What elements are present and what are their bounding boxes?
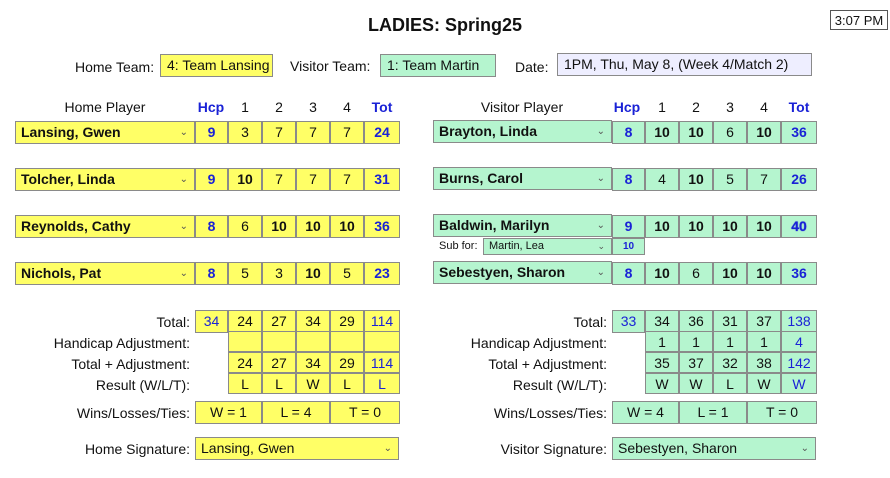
home-score-cell[interactable]: 7	[296, 121, 330, 144]
player-name: Nichols, Pat	[21, 265, 102, 281]
home-score-cell[interactable]: 7	[296, 168, 330, 191]
visitor-adj-label: Handicap Adjustment:	[470, 335, 607, 351]
visitor-score-cell[interactable]: 10	[747, 215, 781, 238]
home-result-tot: L	[364, 373, 400, 394]
home-score-cell[interactable]: 10	[330, 215, 364, 238]
home-total-label: Total:	[156, 314, 190, 330]
player-name: Tolcher, Linda	[21, 171, 115, 187]
visitor-team-field[interactable]: 1: Team Martin	[380, 54, 496, 77]
visitor-adj-cell: 1	[713, 331, 747, 352]
home-tot-header: Tot	[371, 99, 393, 115]
visitor-score-cell[interactable]: 10	[713, 215, 747, 238]
visitor-score-cell[interactable]: 10	[679, 121, 713, 144]
date-field[interactable]: 1PM, Thu, May 8, (Week 4/Match 2)	[557, 53, 812, 76]
visitor-score-cell[interactable]: 10	[645, 262, 679, 285]
chevron-down-icon: ⌄	[596, 173, 605, 184]
visitor-losses-cell: L = 1	[679, 401, 747, 424]
chevron-down-icon: ⌄	[596, 126, 605, 137]
visitor-result-cell: W	[645, 373, 679, 394]
home-signature-label: Home Signature:	[84, 441, 190, 457]
visitor-score-cell[interactable]: 10	[713, 262, 747, 285]
home-ties-cell: T = 0	[330, 401, 400, 424]
player-name: Reynolds, Cathy	[21, 218, 131, 234]
visitor-score-cell[interactable]: 10	[645, 121, 679, 144]
home-total-cell: 27	[262, 310, 296, 333]
home-hcp-cell[interactable]: 9	[195, 168, 228, 191]
visitor-total-cell: 37	[747, 310, 781, 333]
home-total-adj-cell: 24	[228, 352, 262, 373]
visitor-total-tot: 138	[781, 310, 817, 333]
home-score-cell[interactable]: 5	[330, 262, 364, 285]
visitor-total-adj-tot: 142	[781, 352, 817, 373]
home-tot-cell: 23	[364, 262, 400, 285]
visitor-tot-cell: 36	[781, 121, 817, 144]
visitor-total-hcp: 33	[612, 310, 645, 333]
home-total-adj-cell: 29	[330, 352, 364, 373]
home-result-cell: W	[296, 373, 330, 394]
visitor-signature-select[interactable]	[612, 437, 816, 460]
home-wlt-label: Wins/Losses/Ties:	[76, 405, 190, 421]
visitor-result-cell: W	[747, 373, 781, 394]
home-total-adj-tot: 114	[364, 352, 400, 373]
home-score-cell[interactable]: 10	[296, 262, 330, 285]
visitor-adj-tot: 4	[781, 331, 817, 352]
home-player-select[interactable]	[15, 121, 195, 144]
sub-for-label: Sub for:	[439, 240, 478, 252]
chevron-down-icon: ⌄	[800, 443, 809, 454]
player-name: Brayton, Linda	[439, 123, 538, 139]
visitor-adj-cell: 1	[645, 331, 679, 352]
visitor-score-cell[interactable]: 6	[679, 262, 713, 285]
home-score-cell[interactable]: 7	[330, 168, 364, 191]
clock: 3:07 PM	[830, 10, 888, 30]
home-signature-select[interactable]	[195, 437, 399, 460]
visitor-total-cell: 36	[679, 310, 713, 333]
home-score-cell[interactable]: 7	[262, 121, 296, 144]
visitor-tot-cell: 26	[781, 168, 817, 191]
home-score-cell[interactable]: 10	[262, 215, 296, 238]
home-player-select[interactable]	[15, 168, 195, 191]
home-team-label: Home Team:	[75, 59, 155, 75]
home-result-cell: L	[228, 373, 262, 394]
visitor-tot-cell: 40	[781, 215, 817, 238]
visitor-player-select[interactable]	[433, 167, 612, 190]
chevron-down-icon: ⌄	[597, 241, 605, 251]
visitor-player-select[interactable]	[433, 261, 612, 284]
home-adj-cell	[330, 331, 364, 352]
home-adj-label: Handicap Adjustment:	[53, 335, 190, 351]
home-adj-cell	[262, 331, 296, 352]
home-score-cell[interactable]: 3	[262, 262, 296, 285]
visitor-total-adj-cell: 32	[713, 352, 747, 373]
visitor-tot-header: Tot	[788, 99, 810, 115]
chevron-down-icon: ⌄	[179, 174, 188, 185]
visitor-col-4-header: 4	[760, 99, 768, 115]
visitor-hcp-cell[interactable]: 9	[612, 215, 645, 238]
visitor-score-cell[interactable]: 10	[747, 121, 781, 144]
player-name: Lansing, Gwen	[21, 124, 121, 140]
visitor-col-3-header: 3	[726, 99, 734, 115]
sub-player-name: Martin, Lea	[489, 240, 545, 252]
home-total-tot: 114	[364, 310, 400, 333]
home-score-cell[interactable]: 10	[228, 168, 262, 191]
chevron-down-icon: ⌄	[383, 443, 392, 454]
home-tot-cell: 24	[364, 121, 400, 144]
visitor-total-adj-cell: 37	[679, 352, 713, 373]
player-name: Burns, Carol	[439, 170, 524, 186]
visitor-hcp-header: Hcp	[613, 99, 641, 115]
chevron-down-icon: ⌄	[596, 220, 605, 231]
player-name: Baldwin, Marilyn	[439, 217, 550, 233]
visitor-tot-cell: 36	[781, 262, 817, 285]
home-total-hcp: 34	[195, 310, 228, 333]
visitor-score-cell[interactable]: 10	[747, 262, 781, 285]
chevron-down-icon: ⌄	[179, 127, 188, 138]
home-hcp-header: Hcp	[197, 99, 225, 115]
visitor-total-label: Total:	[573, 314, 607, 330]
visitor-hcp-cell[interactable]: 8	[612, 262, 645, 285]
visitor-total-adj-cell: 38	[747, 352, 781, 373]
home-hcp-cell[interactable]: 8	[195, 262, 228, 285]
visitor-team-label: Visitor Team:	[290, 58, 371, 74]
visitor-score-cell[interactable]: 10	[679, 168, 713, 191]
home-score-cell[interactable]: 7	[330, 121, 364, 144]
home-player-select[interactable]	[15, 262, 195, 285]
visitor-player-select[interactable]	[433, 120, 612, 143]
home-col-4-header: 4	[343, 99, 351, 115]
home-hcp-cell[interactable]: 9	[195, 121, 228, 144]
home-total-adj-cell: 34	[296, 352, 330, 373]
visitor-hcp-cell[interactable]: 8	[612, 121, 645, 144]
sub-player-select[interactable]	[483, 238, 612, 255]
home-adj-cell	[228, 331, 262, 352]
home-wins-cell: W = 1	[195, 401, 262, 424]
visitor-col-2-header: 2	[692, 99, 700, 115]
visitor-score-cell[interactable]: 7	[747, 168, 781, 191]
visitor-wins-cell: W = 4	[612, 401, 679, 424]
player-name: Sebestyen, Sharon	[439, 264, 566, 280]
visitor-total-adj-cell: 35	[645, 352, 679, 373]
page-title: LADIES: Spring25	[367, 15, 523, 35]
visitor-result-cell: L	[713, 373, 747, 394]
visitor-score-cell[interactable]: 5	[713, 168, 747, 191]
home-signature-value: Lansing, Gwen	[201, 440, 295, 456]
visitor-score-cell[interactable]: 10	[645, 215, 679, 238]
chevron-down-icon: ⌄	[596, 267, 605, 278]
chevron-down-icon: ⌄	[179, 221, 188, 232]
home-result-cell: L	[262, 373, 296, 394]
visitor-signature-value: Sebestyen, Sharon	[618, 440, 738, 456]
home-col-3-header: 3	[309, 99, 317, 115]
visitor-score-cell[interactable]: 10	[679, 215, 713, 238]
home-total-adj-label: Total + Adjustment:	[71, 356, 190, 372]
home-tot-cell: 36	[364, 215, 400, 238]
visitor-col-1-header: 1	[658, 99, 666, 115]
visitor-result-label: Result (W/L/T):	[512, 377, 607, 393]
home-result-cell: L	[330, 373, 364, 394]
home-player-select[interactable]	[15, 215, 195, 238]
home-col-2-header: 2	[275, 99, 283, 115]
visitor-total-cell: 31	[713, 310, 747, 333]
home-total-cell: 34	[296, 310, 330, 333]
date-label: Date:	[515, 59, 549, 75]
home-player-header: Home Player	[64, 99, 146, 115]
home-result-label: Result (W/L/T):	[95, 377, 190, 393]
visitor-adj-cell: 1	[679, 331, 713, 352]
home-score-cell[interactable]: 5	[228, 262, 262, 285]
home-hcp-cell[interactable]: 8	[195, 215, 228, 238]
home-col-1-header: 1	[241, 99, 249, 115]
visitor-score-cell[interactable]: 6	[713, 121, 747, 144]
visitor-score-cell[interactable]: 4	[645, 168, 679, 191]
sub-hcp-cell[interactable]: 10	[612, 238, 645, 255]
visitor-signature-label: Visitor Signature:	[500, 441, 607, 457]
home-total-adj-cell: 27	[262, 352, 296, 373]
home-adj-cell	[296, 331, 330, 352]
visitor-player-select[interactable]	[433, 214, 612, 237]
visitor-wlt-label: Wins/Losses/Ties:	[493, 405, 607, 421]
home-score-cell[interactable]: 7	[262, 168, 296, 191]
home-team-field[interactable]: 4: Team Lansing	[160, 54, 273, 77]
visitor-hcp-cell[interactable]: 8	[612, 168, 645, 191]
home-score-cell[interactable]: 6	[228, 215, 262, 238]
home-score-cell[interactable]: 10	[296, 215, 330, 238]
visitor-total-cell: 34	[645, 310, 679, 333]
home-tot-cell: 31	[364, 168, 400, 191]
home-adj-tot	[364, 331, 400, 352]
visitor-ties-cell: T = 0	[747, 401, 817, 424]
home-total-cell: 29	[330, 310, 364, 333]
home-total-cell: 24	[228, 310, 262, 333]
visitor-result-tot: W	[781, 373, 817, 394]
visitor-total-adj-label: Total + Adjustment:	[488, 356, 607, 372]
home-score-cell[interactable]: 3	[228, 121, 262, 144]
home-losses-cell: L = 4	[262, 401, 330, 424]
chevron-down-icon: ⌄	[179, 268, 188, 279]
visitor-result-cell: W	[679, 373, 713, 394]
visitor-adj-cell: 1	[747, 331, 781, 352]
visitor-player-header: Visitor Player	[480, 99, 564, 115]
